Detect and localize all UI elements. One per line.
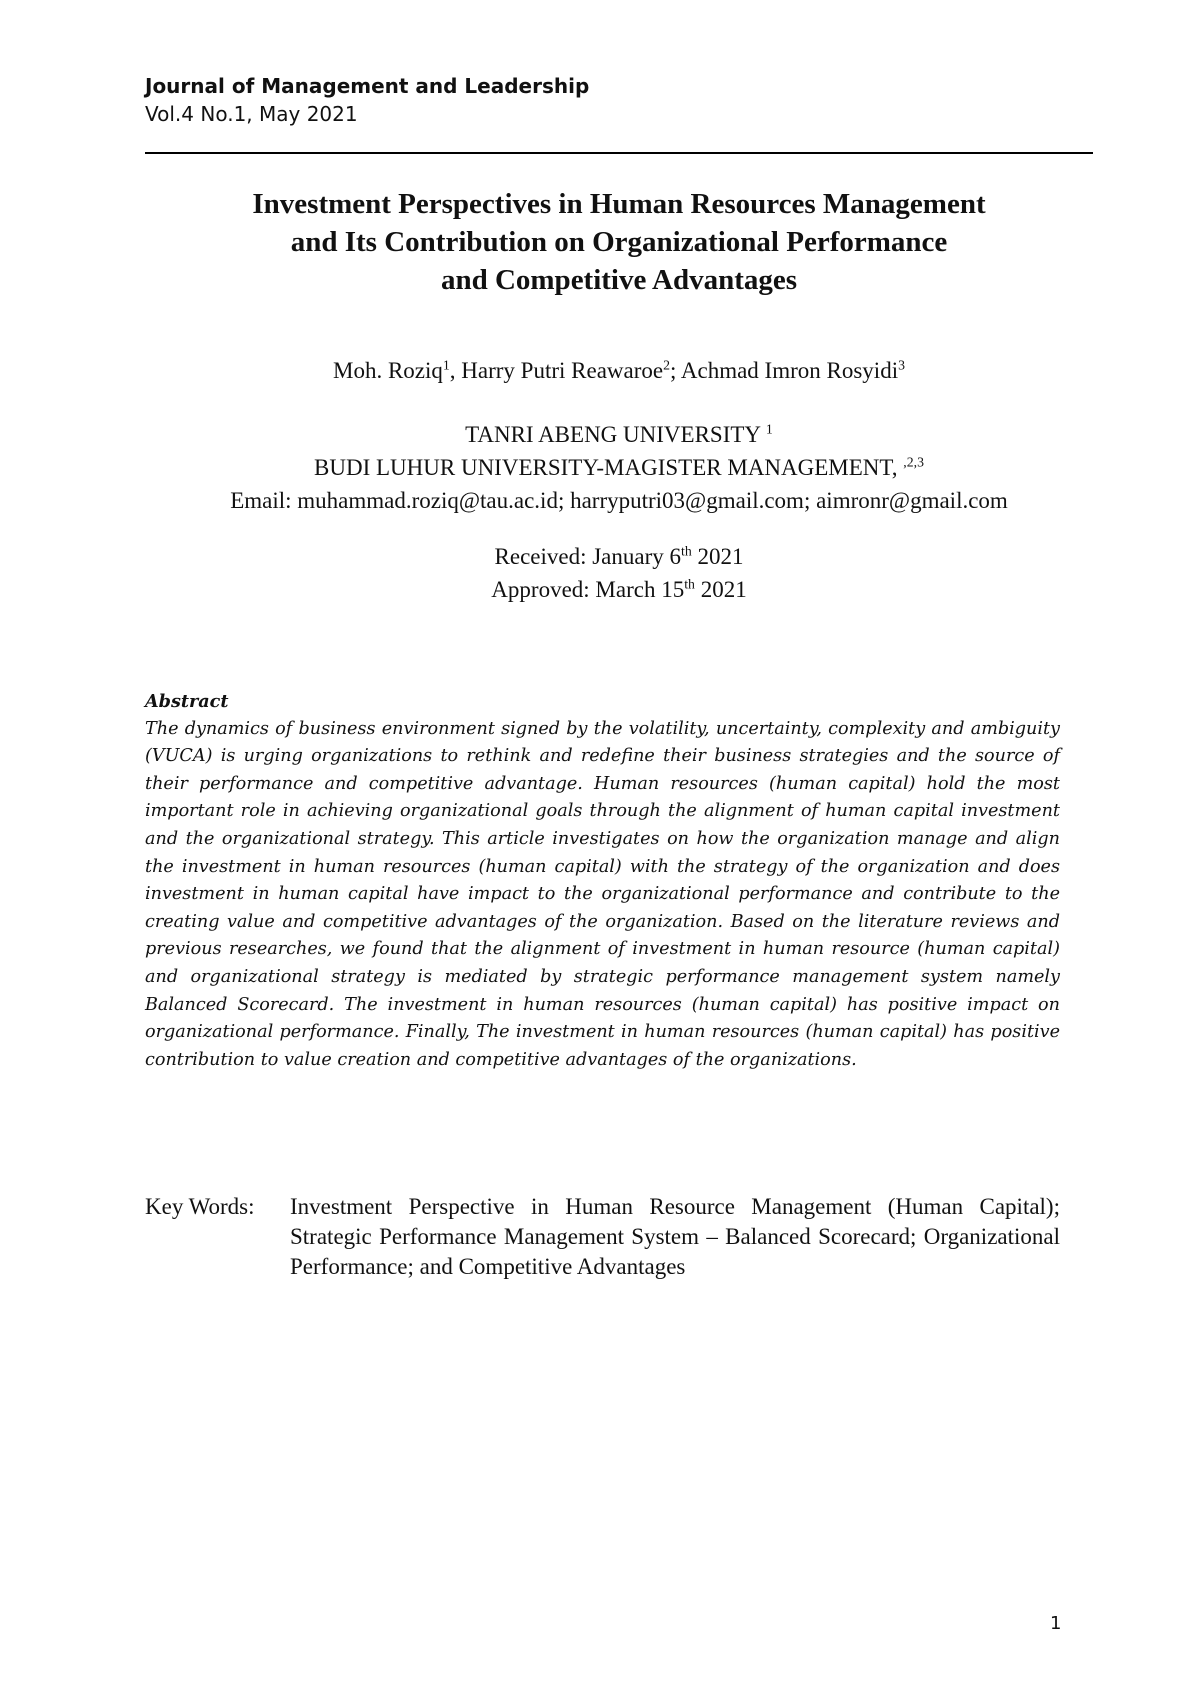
- title-line: and Competitive Advantages: [440, 264, 798, 296]
- journal-header: [145, 72, 589, 128]
- affiliation-text: BUDI LUHUR UNIVERSITY-MAGISTER MANAGEMENT,: [314, 455, 904, 480]
- affiliation-text: TANRI ABENG UNIVERSITY: [465, 422, 766, 447]
- submission-dates: [145, 540, 1093, 606]
- author-separator: ;: [670, 358, 681, 383]
- author-affiliation-mark: 2: [663, 357, 671, 373]
- approved-date: [145, 573, 1093, 606]
- received-year: 2021: [691, 544, 744, 569]
- title-line: Investment Perspectives in Human Resources Management: [252, 188, 986, 220]
- received-date-text: Received: January 6: [494, 544, 681, 569]
- journal-name: Journal of Management and Leadership: [145, 74, 590, 98]
- approved-year: 2021: [694, 577, 747, 602]
- author-name: Achmad Imron Rosyidi: [680, 358, 899, 383]
- header-divider: [145, 152, 1093, 154]
- keywords-text: Investment Perspective in Human Resource Management (Human Capital); Strategic Performance Management System – Balanced Scorecard; Organizational Performance; and Competitive Advantages: [290, 1194, 1060, 1279]
- author-separator: ,: [449, 358, 462, 383]
- title-line: and Its Contribution on Organizational Performance: [290, 226, 948, 258]
- approved-date-text: Approved: March 15: [491, 577, 685, 602]
- email-line: Email: muhammad.roziq@tau.ac.id; harryputri03@gmail.com; aimronr@gmail.com: [230, 488, 1008, 513]
- abstract-heading: Abstract: [145, 691, 229, 712]
- affiliation-mark: ,2,3: [903, 454, 924, 470]
- author-affiliation-mark: 3: [898, 357, 905, 373]
- journal-issue: Vol.4 No.1, May 2021: [145, 102, 358, 126]
- page-number: 1: [1050, 1613, 1062, 1634]
- affiliations: [145, 418, 1093, 517]
- author-list: [145, 356, 1093, 386]
- author-affiliation-mark: 1: [442, 357, 450, 373]
- keywords-section: [145, 1192, 1060, 1282]
- abstract-section: [145, 688, 1060, 1074]
- ordinal-suffix: th: [681, 543, 692, 559]
- keywords-label: Key Words:: [145, 1194, 255, 1219]
- author-name: Moh. Roziq: [333, 358, 443, 383]
- received-date: [145, 540, 1093, 573]
- affiliation-line: [145, 451, 1093, 484]
- affiliation-line: [145, 418, 1093, 451]
- ordinal-suffix: th: [684, 576, 695, 592]
- affiliation-mark: 1: [765, 421, 773, 437]
- abstract-body: The dynamics of business environment signed by the volatility, uncertainty, complexity and ambiguity (VUCA) is urging organizations to rethink and redefine their business strategies and the source of their performance and competitive advantage. Human resources (human capital) hold the most important role in achieving organizational goals through the alignment of human capital investment and the organizational strategy. This article investigates on how the organization manage and align the investment in human resources (human capital) with the strategy of the organization and does investment in human capital have impact to the organizational performance and contribute to the creating value and competitive advantages of the organization. Based on the literature reviews and previous researches, we found that the alignment of investment in human resource (human capital) and organizational strategy is mediated by strategic performance management system namely Balanced Scorecard. The investment in human resources (human capital) has positive impact on organizational performance. Finally, The investment in human resources (human capital) has positive contribution to value creation and competitive advantages of the organizations.: [145, 718, 1060, 1070]
- author-name: Harry Putri Reawaroe: [461, 358, 664, 383]
- paper-title: [145, 185, 1093, 299]
